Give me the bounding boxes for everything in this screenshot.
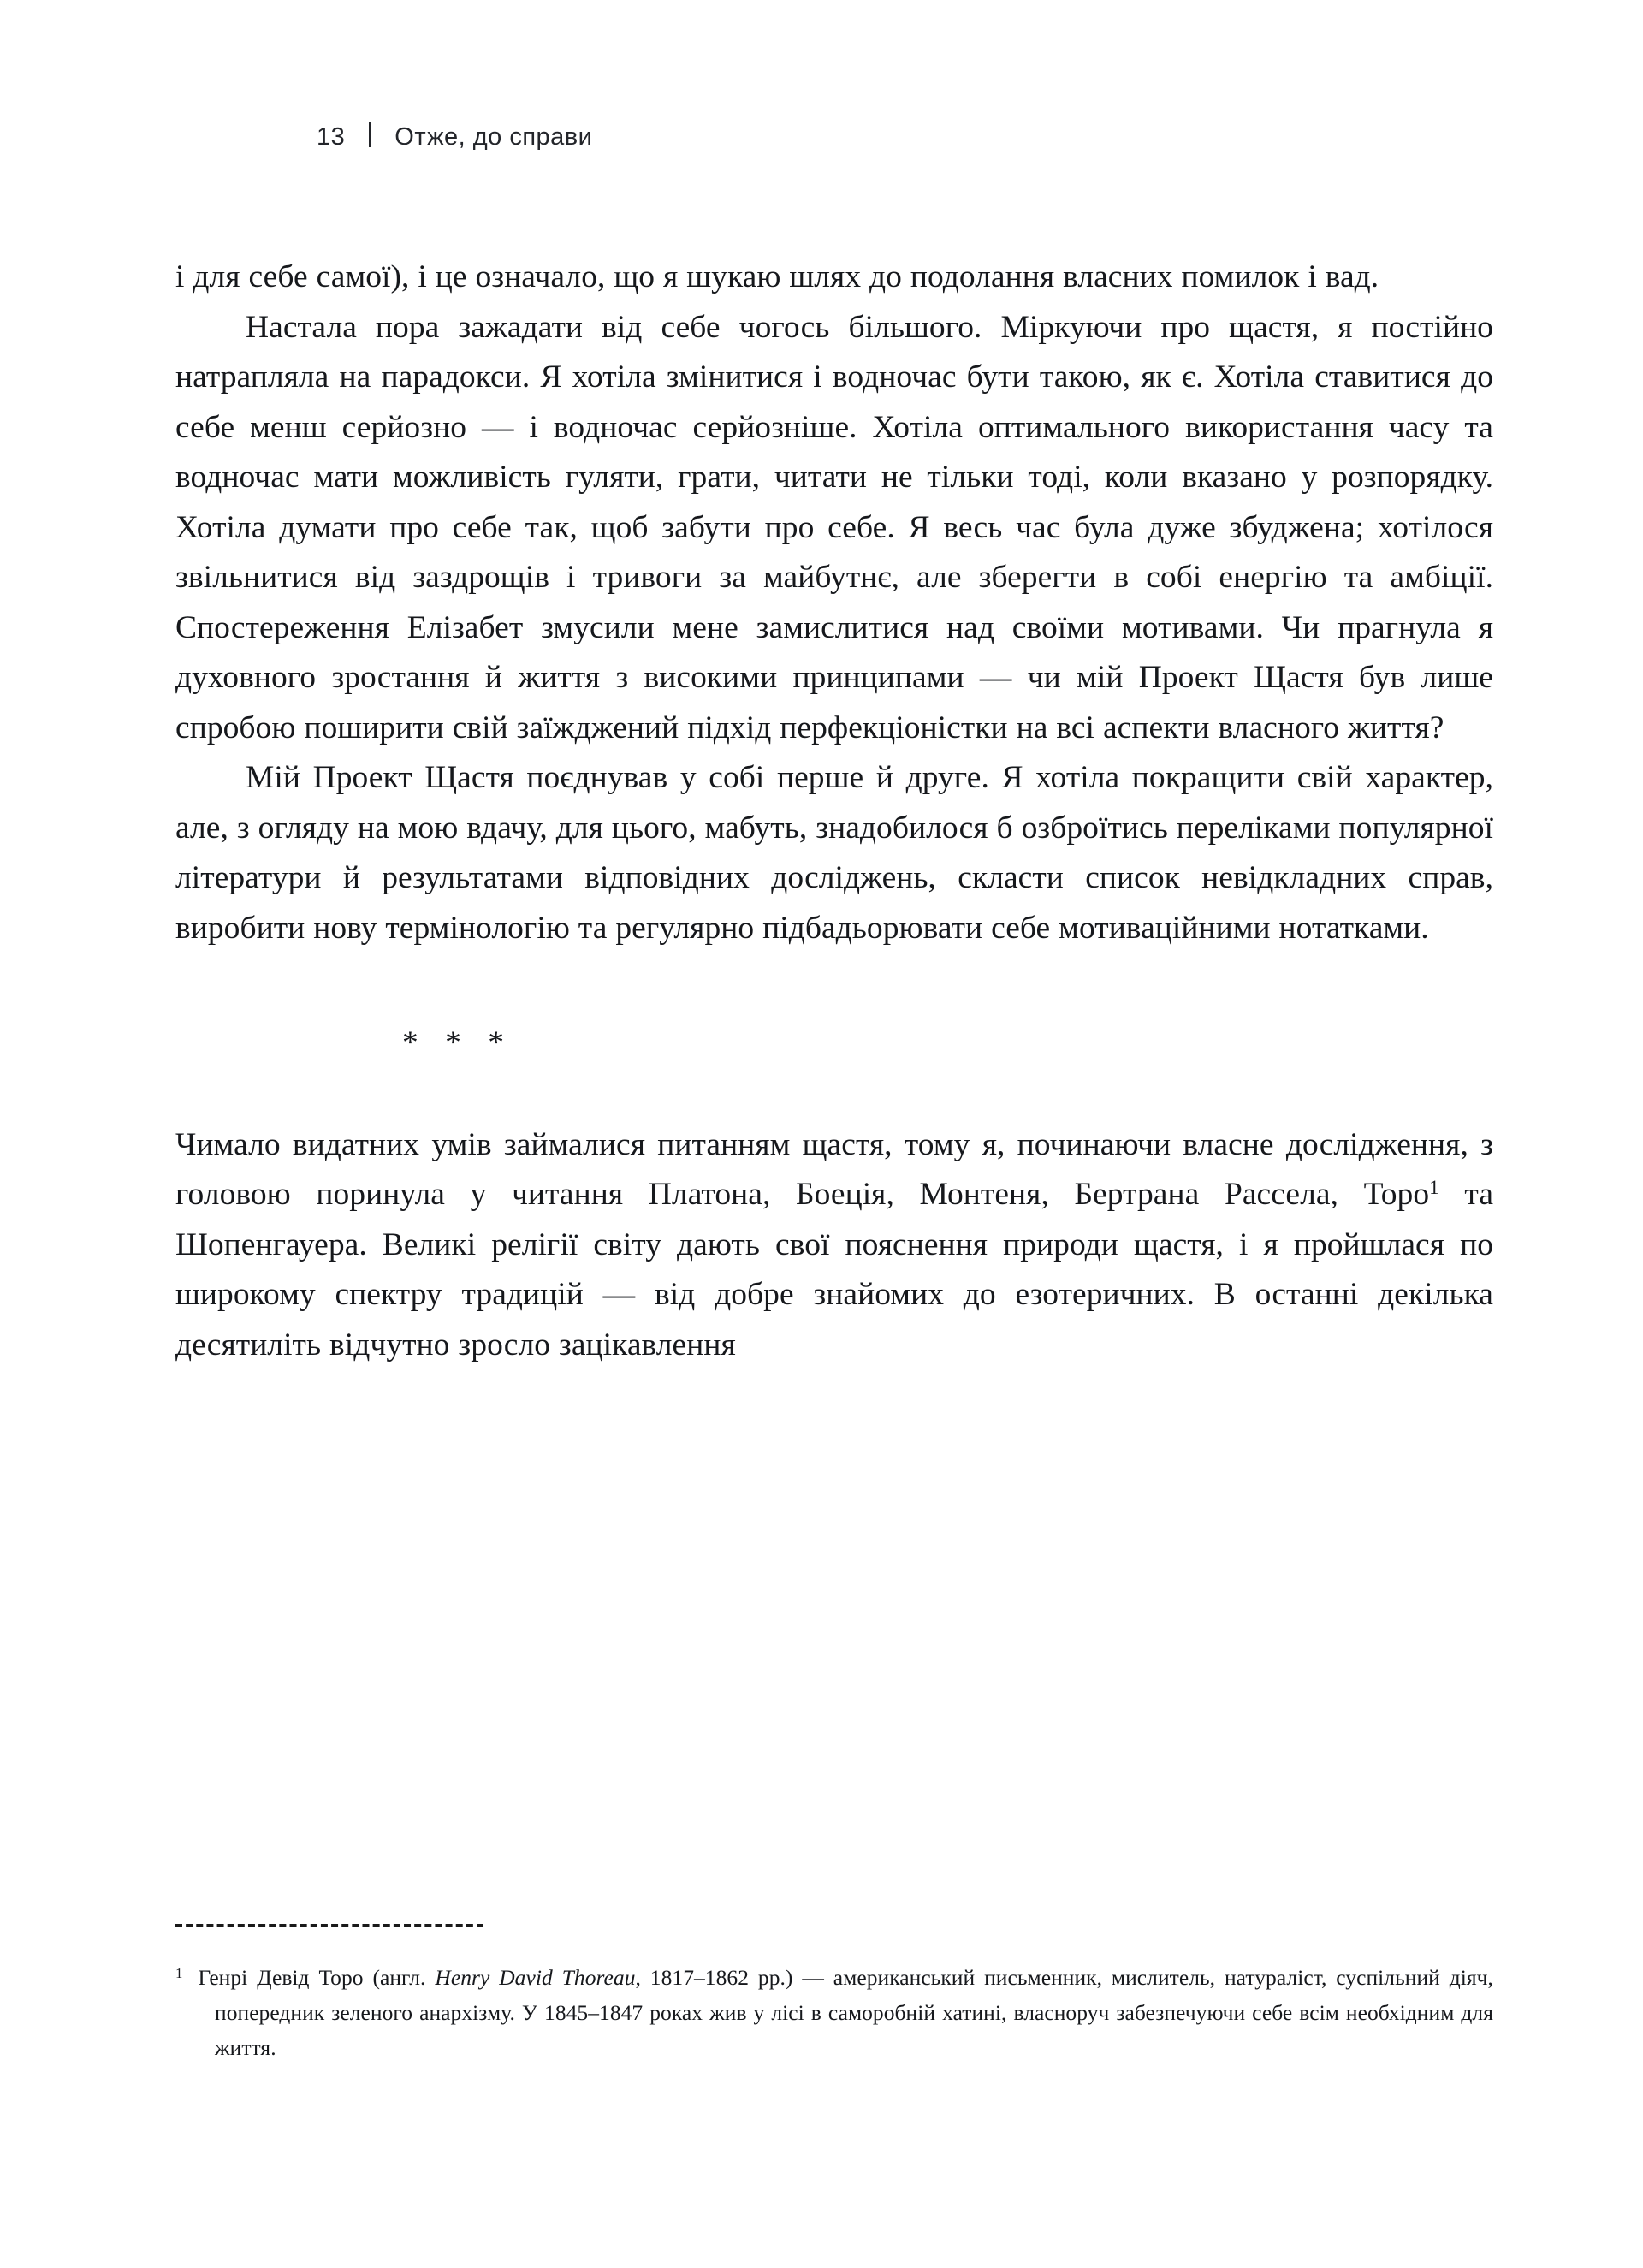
section-divider: * * * bbox=[402, 1025, 513, 1060]
paragraph-text-before-footnote-ref: Чимало видатних умів займалися питанням щастя, тому я, починаючи власне дослідження, з головою поринула у читання Платона, Боеція, Монтеня, Бертрана Рассела, Торо bbox=[175, 1126, 1493, 1212]
text-block bbox=[175, 252, 1493, 1370]
footnote-italic-name: Henry David Thoreau bbox=[435, 1965, 636, 1990]
paragraph: Настала пора зажадати від себе чогось більшого. Міркуючи про щастя, я постійно натрапляла на парадокси. Я хотіла змінитися і водночас бути такою, як є. Хотіла ставитися до себе менш серйозно — і водночас серйозніше. Хотіла оптимального використання часу та водночас мати можливість гуляти, грати, читати не тільки тоді, коли вказано у розпорядку. Хотіла думати про себе так, щоб забути про себе. Я весь час була дуже збуджена; хотілося звільнитися від заздрощів і тривоги за майбутнє, але зберегти в собі енергію та амбіції. Спостереження Елізабет змусили мене замислитися над своїми мотивами. Чи прагнула я духовного зростання й життя з високими принципами — чи мій Проект Щастя був лише спробою поширити свій заїжджений підхід перфекціоністки на всі аспекти власного життя? bbox=[175, 309, 1493, 745]
footnote-reference-marker[interactable]: 1 bbox=[1429, 1176, 1439, 1199]
chapter-title: Отже, до справи bbox=[394, 123, 593, 151]
running-head-divider-rule bbox=[369, 122, 371, 147]
page-number: 13 bbox=[317, 123, 346, 151]
footnote-area bbox=[175, 1924, 1493, 2065]
footnote-part-one: Генрі Девід Торо (англ. bbox=[198, 1965, 436, 1990]
footnote-separator-rule bbox=[175, 1924, 483, 1927]
running-head bbox=[317, 120, 592, 151]
paragraph-continuation: і для себе самої), і це означало, що я шукаю шлях до подолання власних помилок і вад. bbox=[175, 259, 1379, 294]
paragraph-with-footnote-ref bbox=[175, 1120, 1493, 1371]
paragraph: Мій Проект Щастя поєднував у собі перше й друге. Я хотіла покращити свій характер, але, з огляду на мою вдачу, для цього, мабуть, знадобилося б озброїтись переліками популярної літератури й результатами відповідних досліджень, скласти список невідкладних справ, виробити нову термінологію та регулярно підбадьорювати себе мотиваційними нотатками. bbox=[175, 760, 1493, 946]
paragraph-text-after-footnote-ref: та Шопенгауера. Великі релігії світу дають свої пояснення природи щастя, і я пройшлася по широкому спектру традицій — від добре знайомих до езотеричних. В останні декілька десятиліть відчутно зросло зацікавлення bbox=[175, 1177, 1494, 1363]
footnote-number: 1 bbox=[175, 1964, 183, 1981]
footnote-part-two: , 1817–1862 рр.) — американський письменник, мислитель, натураліст, суспільний діяч, попередник зеленого анархізму. У 1845–1847 роках жив у лісі в саморобній хатині, власноруч забезпечуючи себе всім необхідним для життя. bbox=[215, 1965, 1493, 2060]
footnote-text bbox=[175, 1960, 1493, 2065]
